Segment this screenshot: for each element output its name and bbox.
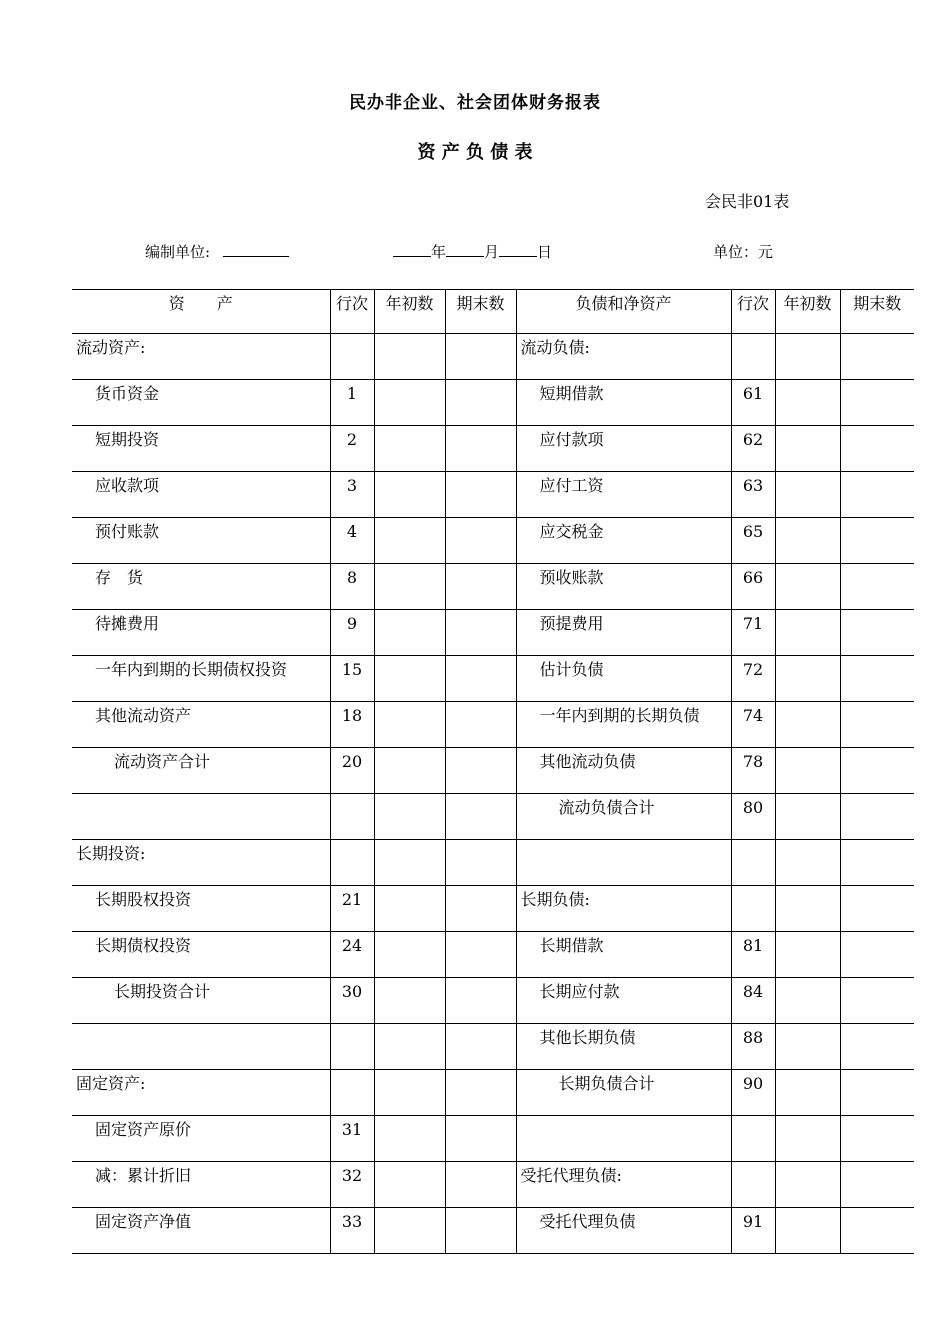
asset-row-no: 1 [330,380,374,426]
liability-row-no: 78 [731,748,775,794]
asset-label: 一年内到期的长期债权投资 [72,656,330,702]
asset-begin-value[interactable] [374,656,445,702]
day-field[interactable] [499,242,537,257]
liability-begin-value[interactable] [775,702,840,748]
table-row [72,1208,914,1254]
col-end: 期末数 [445,290,516,334]
table-row [72,886,914,932]
asset-begin-value[interactable] [374,380,445,426]
table-row [72,748,914,794]
asset-label: 存 货 [72,564,330,610]
liability-end-value[interactable] [840,610,914,656]
table-row [72,334,914,380]
asset-begin-value[interactable] [374,1116,445,1162]
col-end-2: 期末数 [840,290,914,334]
liability-row-no: 90 [731,1070,775,1116]
liability-end-value[interactable] [840,656,914,702]
asset-row-no: 15 [330,656,374,702]
asset-row-no [330,840,374,886]
asset-end-value[interactable] [445,518,516,564]
liability-label: 受托代理负债: [516,1162,731,1208]
asset-row-no [330,334,374,380]
col-row-no: 行次 [330,290,374,334]
liability-end-value[interactable] [840,1208,914,1254]
liability-end-value[interactable] [840,886,914,932]
liability-row-no: 65 [731,518,775,564]
asset-end-value[interactable] [445,472,516,518]
liability-row-no: 72 [731,656,775,702]
report-date [393,241,552,262]
liability-end-value[interactable] [840,1070,914,1116]
liability-begin-value[interactable] [775,748,840,794]
liability-row-no: 71 [731,610,775,656]
asset-label: 长期债权投资 [72,932,330,978]
asset-begin-value[interactable] [374,334,445,380]
asset-label: 流动资产: [72,334,330,380]
liability-label: 一年内到期的长期负债 [516,702,731,748]
col-begin-2: 年初数 [775,290,840,334]
day-label: 日 [537,243,553,261]
asset-row-no: 9 [330,610,374,656]
asset-row-no: 32 [330,1162,374,1208]
asset-label: 固定资产原价 [72,1116,330,1162]
liability-end-value[interactable] [840,472,914,518]
liability-label [516,1116,731,1162]
asset-end-value[interactable] [445,932,516,978]
liability-row-no: 66 [731,564,775,610]
asset-begin-value[interactable] [374,840,445,886]
liability-end-value[interactable] [840,1162,914,1208]
asset-row-no: 21 [330,886,374,932]
asset-end-value[interactable] [445,886,516,932]
liability-label: 受托代理负债 [516,1208,731,1254]
asset-row-no: 3 [330,472,374,518]
asset-row-no: 30 [330,978,374,1024]
asset-end-value[interactable] [445,564,516,610]
liability-begin-value[interactable] [775,840,840,886]
liability-end-value[interactable] [840,564,914,610]
liability-begin-value[interactable] [775,1208,840,1254]
liability-label: 估计负债 [516,656,731,702]
month-field[interactable] [446,242,484,257]
liability-row-no: 74 [731,702,775,748]
report-title: 民办非企业、社会团体财务报表 [349,93,601,113]
asset-label: 其他流动资产 [72,702,330,748]
liability-label: 应付款项 [516,426,731,472]
asset-end-value[interactable] [445,1070,516,1116]
liability-end-value[interactable] [840,518,914,564]
liability-end-value[interactable] [840,840,914,886]
prepared-by [145,241,289,262]
liability-row-no: 84 [731,978,775,1024]
asset-begin-value[interactable] [374,564,445,610]
asset-end-value[interactable] [445,840,516,886]
liability-end-value[interactable] [840,426,914,472]
asset-label [72,794,330,840]
year-field[interactable] [393,242,431,257]
col-assets: 资 产 [72,290,330,334]
liability-row-no [731,1162,775,1208]
liability-begin-value[interactable] [775,426,840,472]
table-row [72,610,914,656]
table-row [72,380,914,426]
asset-label: 预付账款 [72,518,330,564]
asset-row-no: 8 [330,564,374,610]
liability-row-no: 61 [731,380,775,426]
report-subtitle: 资 产 负 债 表 [417,142,533,163]
liability-row-no: 80 [731,794,775,840]
liability-end-value[interactable] [840,748,914,794]
asset-label: 减：累计折旧 [72,1162,330,1208]
col-liabilities: 负债和净资产 [516,290,731,334]
asset-begin-value[interactable] [374,1024,445,1070]
asset-begin-value[interactable] [374,978,445,1024]
asset-begin-value[interactable] [374,472,445,518]
liability-begin-value[interactable] [775,518,840,564]
liability-row-no [731,334,775,380]
liability-label: 其他流动负债 [516,748,731,794]
asset-end-value[interactable] [445,610,516,656]
asset-end-value[interactable] [445,1208,516,1254]
table-row [72,518,914,564]
form-code: 会民非01表 [705,192,790,211]
liability-begin-value[interactable] [775,1024,840,1070]
table-row [72,656,914,702]
liability-begin-value[interactable] [775,472,840,518]
liability-end-value[interactable] [840,932,914,978]
liability-label: 长期负债: [516,886,731,932]
asset-row-no: 31 [330,1116,374,1162]
liability-label [516,840,731,886]
liability-row-no: 91 [731,1208,775,1254]
liability-begin-value[interactable] [775,380,840,426]
liability-row-no: 88 [731,1024,775,1070]
asset-begin-value[interactable] [374,748,445,794]
asset-label: 流动资产合计 [72,748,330,794]
asset-begin-value[interactable] [374,794,445,840]
asset-row-no [330,1070,374,1116]
asset-label: 短期投资 [72,426,330,472]
table-row [72,932,914,978]
table-row [72,840,914,886]
asset-row-no: 4 [330,518,374,564]
liability-begin-value[interactable] [775,978,840,1024]
asset-begin-value[interactable] [374,932,445,978]
asset-label: 长期投资合计 [72,978,330,1024]
asset-row-no: 24 [330,932,374,978]
liability-begin-value[interactable] [775,932,840,978]
liability-label: 应交税金 [516,518,731,564]
asset-begin-value[interactable] [374,610,445,656]
asset-end-value[interactable] [445,380,516,426]
liability-end-value[interactable] [840,380,914,426]
liability-label: 应付工资 [516,472,731,518]
month-label: 月 [484,243,500,261]
asset-end-value[interactable] [445,1162,516,1208]
asset-label: 长期投资: [72,840,330,886]
liability-row-no: 81 [731,932,775,978]
table-row [72,564,914,610]
asset-begin-value[interactable] [374,886,445,932]
currency-unit: 单位：元 [713,243,774,261]
liability-label: 长期负债合计 [516,1070,731,1116]
asset-begin-value[interactable] [374,426,445,472]
asset-label [72,1024,330,1070]
liability-row-no [731,1116,775,1162]
table-row [72,1116,914,1162]
liability-end-value[interactable] [840,1116,914,1162]
table-header-row [72,290,914,334]
col-begin: 年初数 [374,290,445,334]
liability-label: 流动负债合计 [516,794,731,840]
col-row-no-2: 行次 [731,290,775,334]
liability-end-value[interactable] [840,702,914,748]
asset-end-value[interactable] [445,978,516,1024]
asset-begin-value[interactable] [374,702,445,748]
asset-label: 待摊费用 [72,610,330,656]
liability-begin-value[interactable] [775,794,840,840]
prepared-by-label: 编制单位: [145,243,211,261]
liability-label: 预收账款 [516,564,731,610]
liability-label: 短期借款 [516,380,731,426]
asset-row-no [330,1024,374,1070]
asset-end-value[interactable] [445,794,516,840]
liability-begin-value[interactable] [775,1070,840,1116]
table-row [72,702,914,748]
liability-label: 长期应付款 [516,978,731,1024]
liability-end-value[interactable] [840,1024,914,1070]
balance-sheet-table [72,289,914,1254]
liability-begin-value[interactable] [775,656,840,702]
asset-label: 固定资产净值 [72,1208,330,1254]
asset-row-no: 18 [330,702,374,748]
asset-end-value[interactable] [445,656,516,702]
liability-label: 流动负债: [516,334,731,380]
liability-row-no: 62 [731,426,775,472]
asset-end-value[interactable] [445,1116,516,1162]
table-row [72,1024,914,1070]
asset-end-value[interactable] [445,1024,516,1070]
asset-end-value[interactable] [445,748,516,794]
table-row [72,1070,914,1116]
prepared-by-field[interactable] [223,242,289,257]
asset-row-no: 20 [330,748,374,794]
liability-label: 预提费用 [516,610,731,656]
liability-row-no: 63 [731,472,775,518]
asset-label: 应收款项 [72,472,330,518]
asset-begin-value[interactable] [374,1162,445,1208]
asset-end-value[interactable] [445,426,516,472]
liability-begin-value[interactable] [775,1116,840,1162]
table-row [72,794,914,840]
liability-begin-value[interactable] [775,886,840,932]
liability-end-value[interactable] [840,334,914,380]
year-label: 年 [431,243,447,261]
liability-label: 长期借款 [516,932,731,978]
liability-begin-value[interactable] [775,610,840,656]
liability-begin-value[interactable] [775,334,840,380]
table-row [72,426,914,472]
asset-end-value[interactable] [445,334,516,380]
liability-end-value[interactable] [840,794,914,840]
table-row [72,472,914,518]
asset-end-value[interactable] [445,702,516,748]
asset-row-no [330,794,374,840]
asset-label: 长期股权投资 [72,886,330,932]
asset-row-no: 2 [330,426,374,472]
asset-row-no: 33 [330,1208,374,1254]
liability-label: 其他长期负债 [516,1024,731,1070]
table-row [72,1162,914,1208]
asset-label: 货币资金 [72,380,330,426]
liability-begin-value[interactable] [775,1162,840,1208]
liability-end-value[interactable] [840,978,914,1024]
liability-row-no [731,886,775,932]
liability-row-no [731,840,775,886]
liability-begin-value[interactable] [775,564,840,610]
asset-begin-value[interactable] [374,518,445,564]
table-row [72,978,914,1024]
asset-begin-value[interactable] [374,1070,445,1116]
asset-begin-value[interactable] [374,1208,445,1254]
asset-label: 固定资产: [72,1070,330,1116]
